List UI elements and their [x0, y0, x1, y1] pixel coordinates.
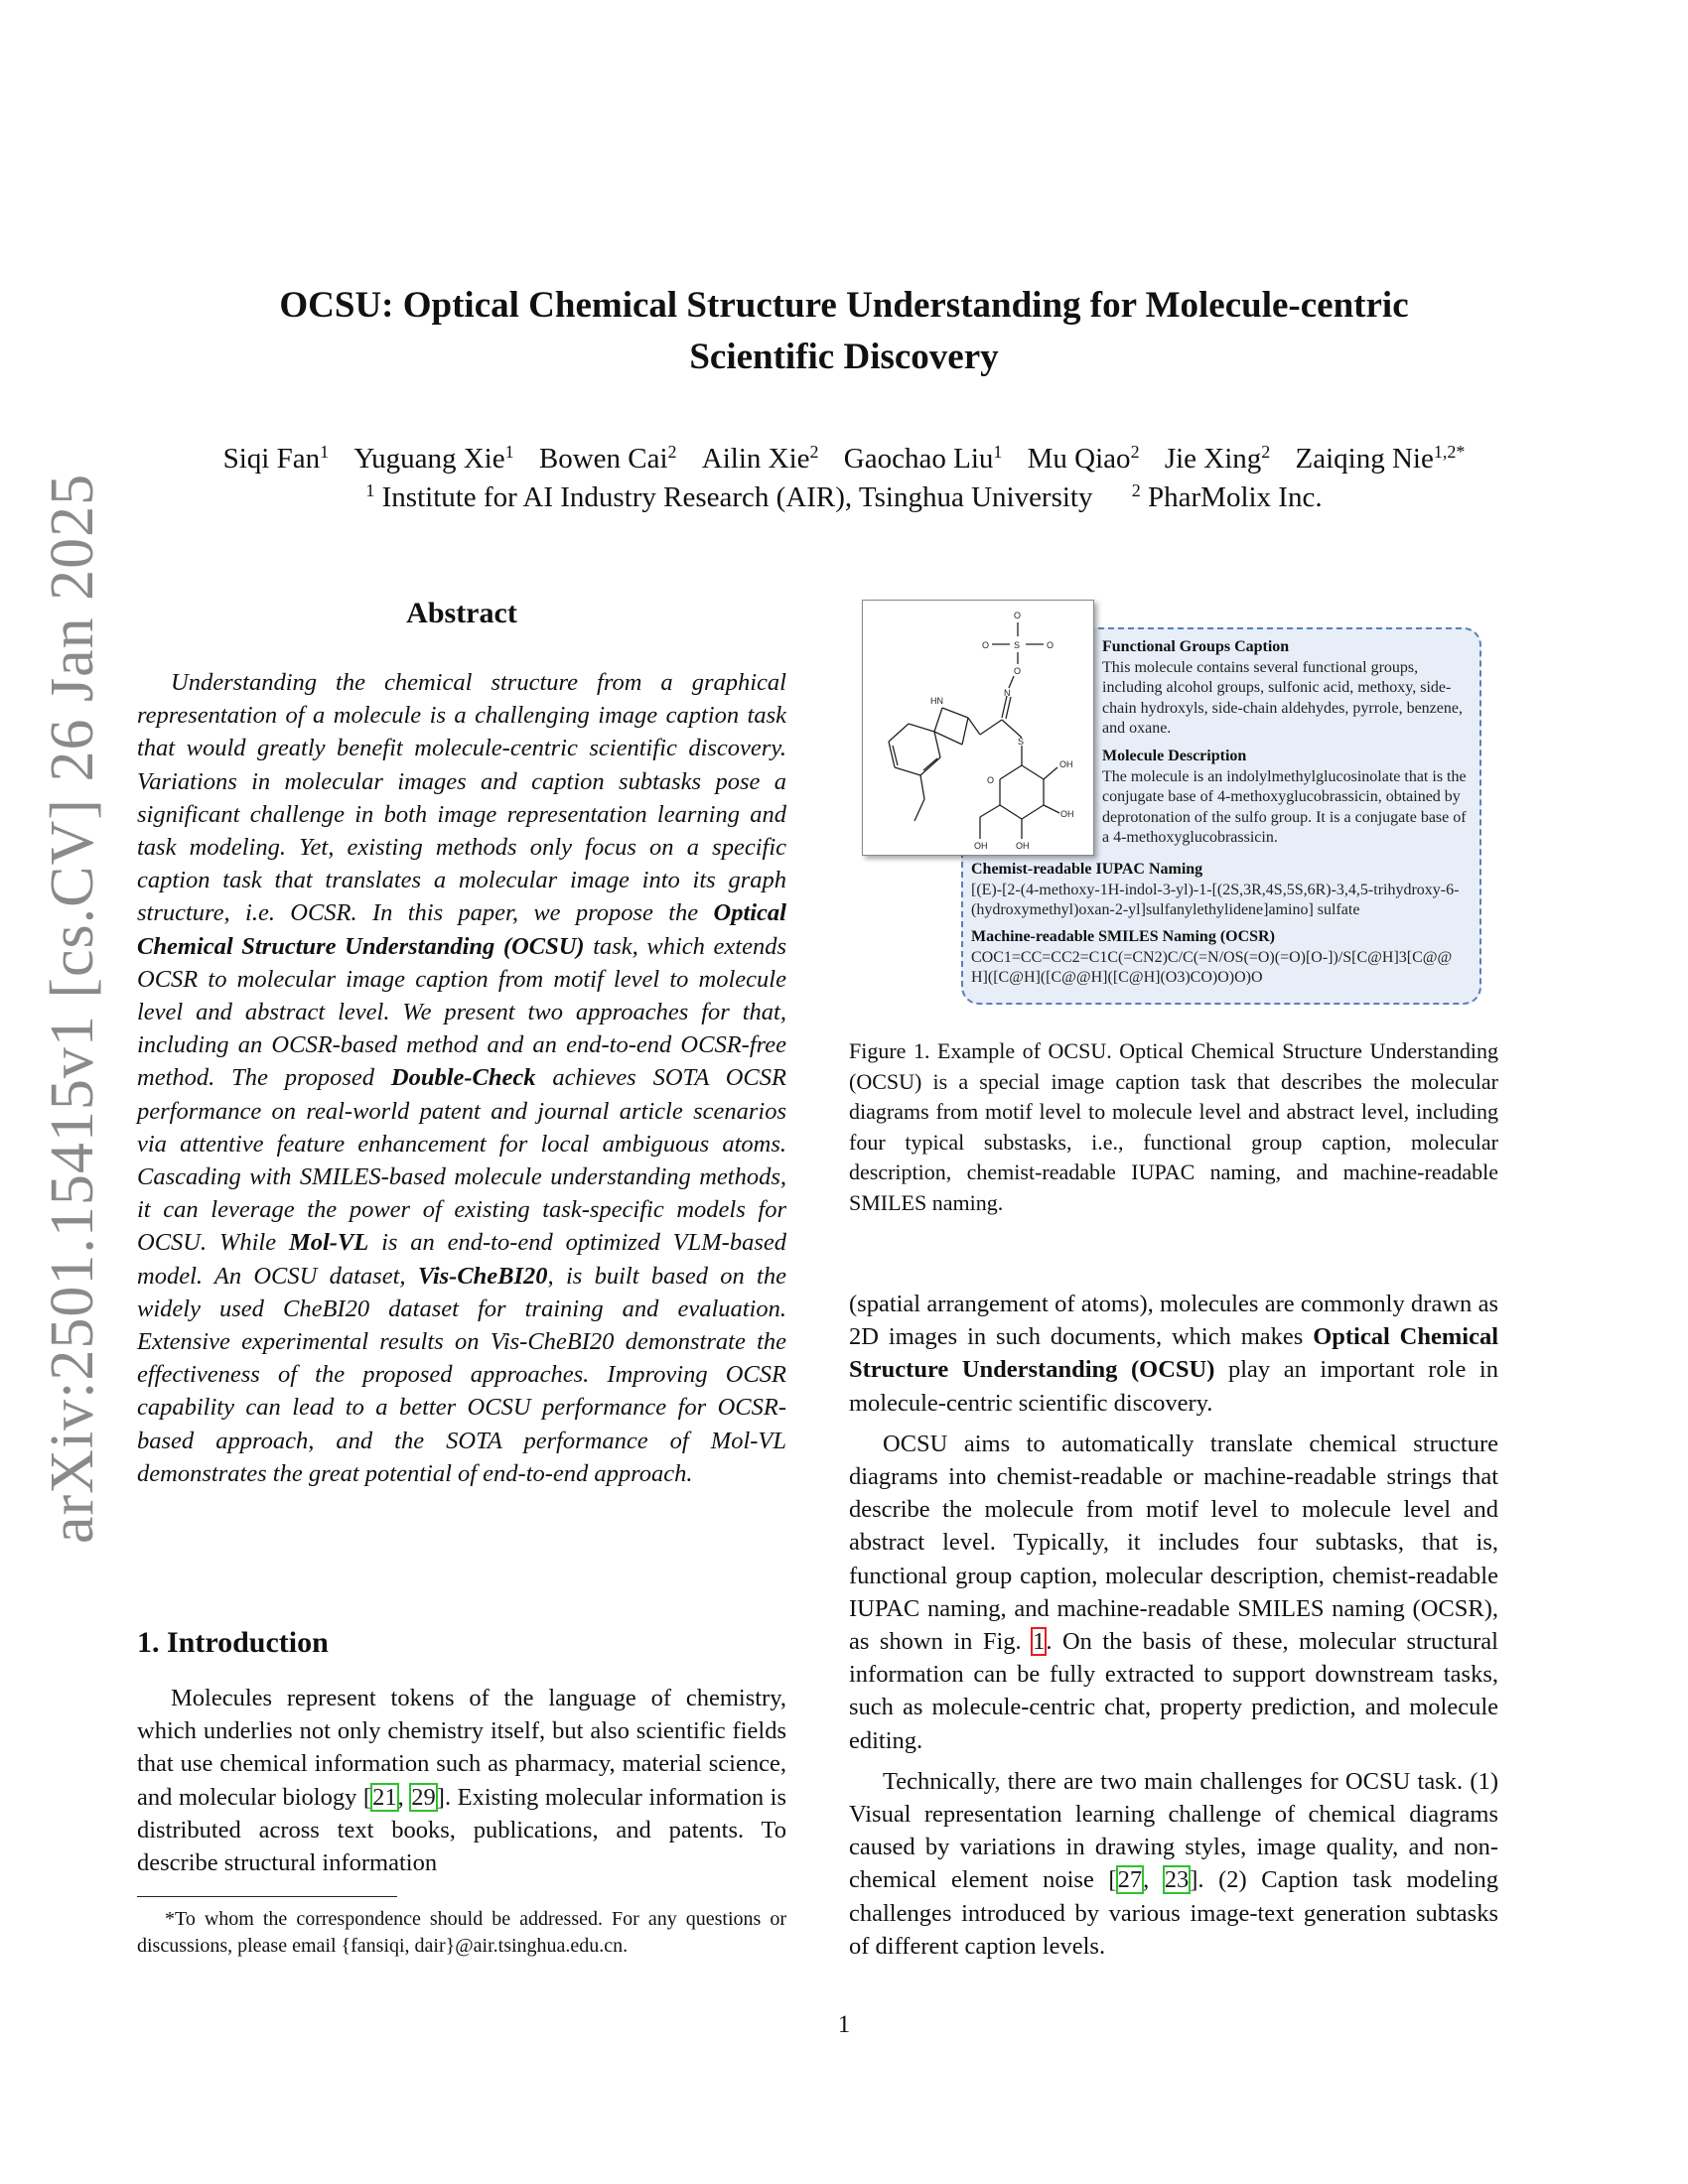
iupac-naming [971, 860, 1468, 921]
atom-label: OH [1016, 841, 1030, 851]
atom-label: O [1047, 640, 1055, 650]
smiles-text: COC1=CC=CC2=C1C(=CN2)C/C(=N/OS(=O)(=O)[O-])/S[C@H]3[C@@H]([C@H]([C@@H]([C@H](O3)CO)O)O)O [971, 948, 1453, 986]
iupac-text: [(E)-[2-(4-methoxy-1H-indol-3-yl)-1-[(2S,3R,4S,5S,6R)-3,4,5-trihydroxy-6-(hydroxymethyl)oxan-2-yl]sulfanylethylidene]amino] sulfate [971, 881, 1460, 918]
paragraph: (spatial arrangement of atoms), molecules are commonly drawn as 2D images in such documents, which makes Optical Chemical Structure Understanding (OCSU) play an important role in molecule-centric scientific discovery. [849, 1291, 1499, 1417]
author: Bowen Cai$^2$ [538, 442, 677, 475]
iupac-heading: Chemist-readable IUPAC Naming [971, 861, 1203, 878]
molecule-description-text: The molecule is an indolylmethylglucosinolate that is the conjugate base of 4-methoxyglucobrassicin, obtained by deprotonation of the sulfo group. It is a conjugate base of a 4-methoxyglucobrassicin. [1102, 767, 1467, 846]
abstract-heading: Abstract [406, 597, 517, 629]
figure-1 [862, 600, 1503, 1007]
atom-label: S [1014, 640, 1021, 650]
citation-link[interactable]: 29 [411, 1783, 436, 1811]
author: Mu Qiao$^2$ [1027, 442, 1140, 475]
atom-label: O [1014, 611, 1022, 620]
molecule-diagram [862, 600, 1094, 856]
atom-label: HN [930, 696, 943, 706]
functional-groups-caption [1102, 637, 1472, 740]
atom-label: OH [1060, 809, 1074, 819]
title-line-2: Scientific Discovery [689, 337, 999, 377]
figure-reference-link[interactable]: 1 [1033, 1628, 1046, 1656]
paper-title [149, 280, 1539, 383]
atom-label: OH [974, 841, 988, 851]
author: Ailin Xie$^2$ [701, 442, 819, 475]
section-heading-introduction: 1. Introduction [137, 1626, 329, 1659]
paragraph: Technically, there are two main challenges for OCSU task. (1) Visual representation learning challenge of chemical diagrams caused by variations in drawing styles, image quality, and non-chemical element noise [27, 23]. (2) Caption task modeling challenges introduced by various image-text generation subtasks of different caption levels. [849, 1767, 1498, 1960]
citation-link[interactable]: 27 [1117, 1866, 1143, 1894]
affiliation: $^2$ PharMolix Inc. [1131, 480, 1323, 513]
author: Yuguang Xie$^1$ [353, 442, 514, 475]
atom-label: O [1014, 666, 1022, 676]
atom-label: O [982, 640, 990, 650]
paragraph: OCSU aims to automatically translate chemical structure diagrams into chemist-readable or machine-readable strings that describe the molecule from motif level to molecule level and abstract level. Typically, it includes four subtasks, that is, functional group caption, molecular description, chemist-readable IUPAC naming, and machine-readable SMILES naming (OCSR), as shown in Fig. 1. On the basis of these, molecular structural information can be fully extracted to support downstream tasks, such as molecule-centric chat, property prediction, and molecule editing. [849, 1430, 1498, 1754]
footnote-divider [137, 1896, 397, 1897]
citation-link[interactable]: 21 [372, 1783, 397, 1811]
atom-label: N [1004, 688, 1011, 698]
citation-link[interactable]: 23 [1164, 1866, 1190, 1894]
smiles-heading: Machine-readable SMILES Naming (OCSR) [971, 928, 1275, 945]
atom-label: S [1018, 737, 1025, 747]
atom-label: OH [1059, 759, 1073, 769]
figure-1-caption: Figure 1. Example of OCSU. Optical Chemical Structure Understanding (OCSU) is a special image caption task that describes the molecular diagrams from motif level to molecule level and abstract level, including four typical substasks, i.e., functional group caption, molecular description, chemist-readable IUPAC naming, and machine-readable SMILES naming. [849, 1038, 1498, 1215]
author-list [99, 439, 1589, 478]
title-line-1: OCSU: Optical Chemical Structure Understanding for Molecule-centric [279, 285, 1409, 326]
intro-paragraph: Molecules represent tokens of the language of chemistry, which underlies not only chemistry itself, but also scientific fields that use chemical information such as pharmacy, material science, and molecular biology [21, 29]. Existing molecular information is distributed across text books, publications, and patents. To describe structural information [137, 1685, 786, 1877]
page-number: 1 [837, 2011, 851, 2038]
author: Siqi Fan$^1$ [222, 442, 330, 475]
footnote: *To whom the correspondence should be addressed. For any questions or discussions, please email {fansiqi, dair}@air.tsinghua.edu.cn. [137, 1908, 786, 1957]
atom-label: O [987, 775, 995, 785]
smiles-naming [971, 927, 1468, 989]
affiliation-list [99, 478, 1589, 517]
molecule-description-heading: Molecule Description [1102, 748, 1247, 764]
molecule-description [1102, 747, 1472, 849]
functional-groups-heading: Functional Groups Caption [1102, 638, 1290, 655]
functional-groups-text: This molecule contains several functional groups, including alcohol groups, sulfonic acid, methoxy, side-chain hydroxyls, side-chain aldehydes, pyrrole, benzene, and oxane. [1102, 658, 1463, 737]
author: Gaochao Liu$^1$ [843, 442, 1003, 475]
abstract-text: Understanding the chemical structure from a graphical representation of a molecule is a challenging image caption task that would greatly benefit molecule-centric scientific discovery. Variations in molecular images and caption subtasks pose a significant challenge in both image representation learning and task modeling. Yet, existing methods only focus on a specific caption task that translates a molecular image into its graph structure, i.e. OCSR. In this paper, we propose the Optical Chemical Structure Understanding (OCSU) task, which extends OCSR to molecular image caption from motif level to molecule level and abstract level. We present two approaches for that, including an OCSR-based method and an end-to-end OCSR-free method. The proposed Double-Check achieves SOTA OCSR performance on real-world patent and journal article scenarios via attentive feature enhancement for local ambiguous atoms. Cascading with SMILES-based molecule understanding methods, it can leverage the power of existing task-specific models for OCSU. While Mol-VL is an end-to-end optimized VLM-based model. An OCSU dataset, Vis-CheBI20, is built based on the widely used CheBI20 dataset for training and evaluation. Extensive experimental results on Vis-CheBI20 demonstrate the effectiveness of the proposed approaches. Improving OCSR capability can lead to a better OCSU performance for OCSR-based approach, and the SOTA performance of Mol-VL demonstrates the great potential of end-to-end approach. [137, 669, 787, 1487]
author: Jie Xing$^2$ [1164, 442, 1271, 475]
right-column-text [849, 1288, 1498, 1971]
arxiv-identifier: arXiv:2501.15415v1 [cs.CV] 26 Jan 2025 [39, 473, 106, 1544]
molecule-structure-icon [863, 601, 1093, 855]
author: Zaiqing Nie$^{1,2*}$ [1295, 442, 1466, 475]
affiliation: $^1$ Institute for AI Industry Research (AIR), Tsinghua University [365, 480, 1093, 513]
